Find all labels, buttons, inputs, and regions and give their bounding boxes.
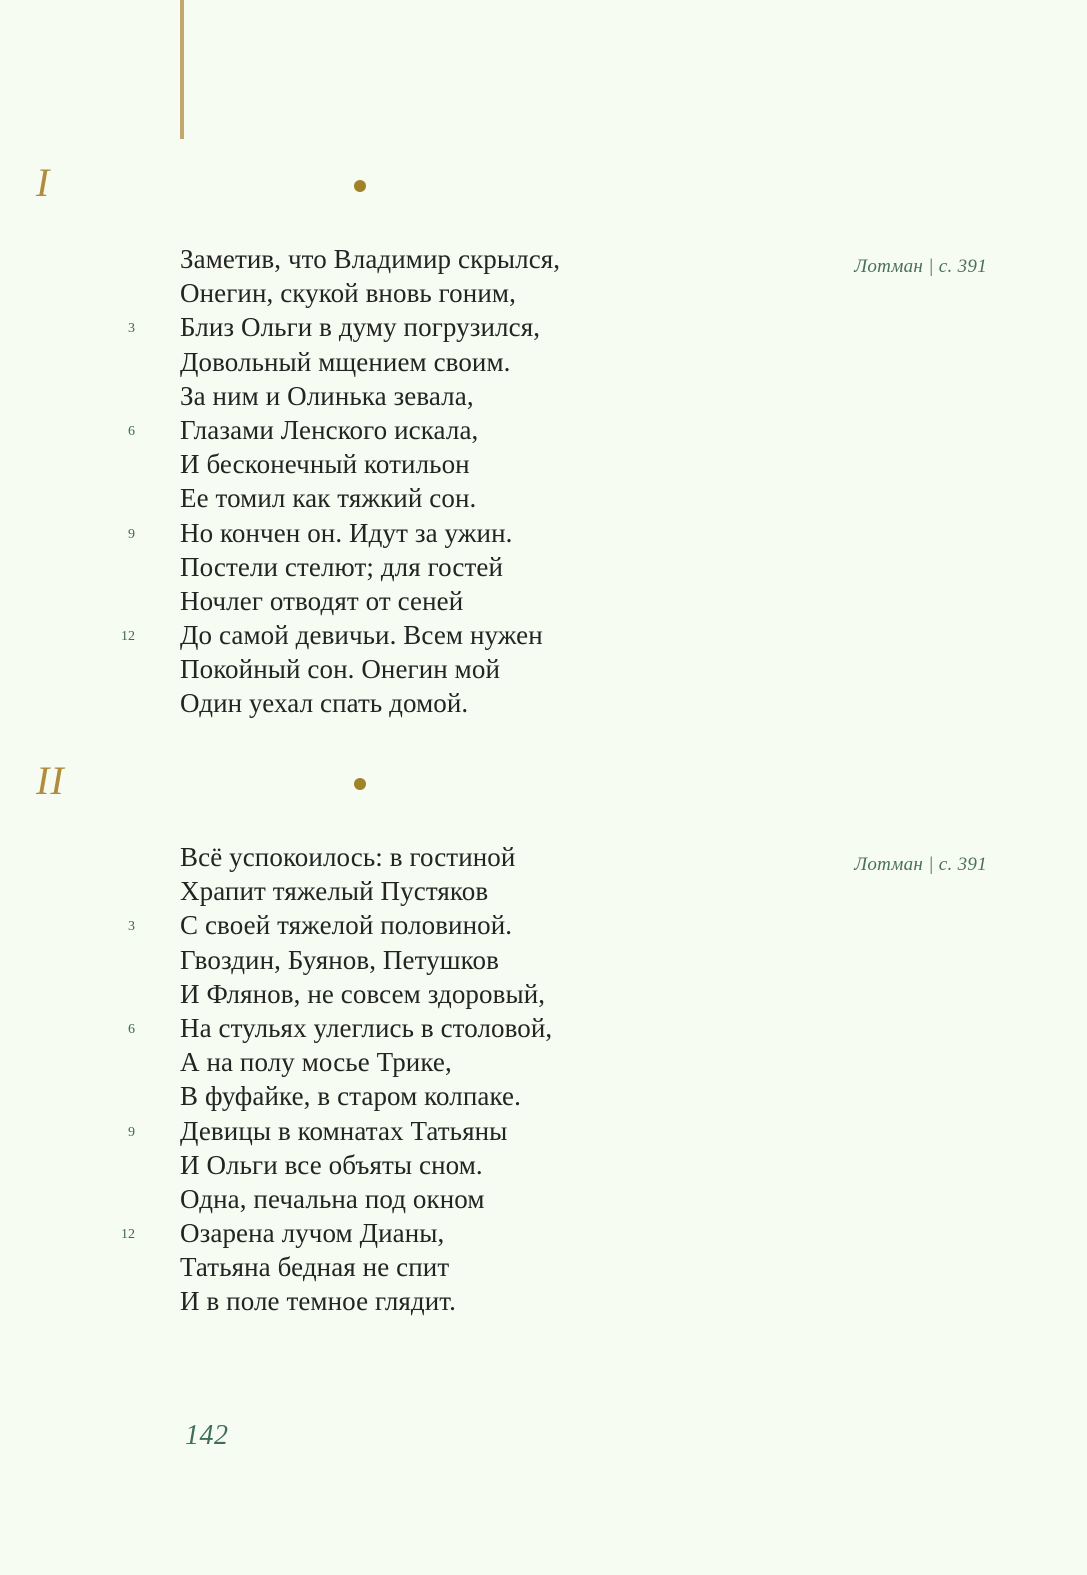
verse-line-text: Ночлег отводят от сеней (180, 585, 464, 616)
verse-line (0, 1045, 1087, 1079)
verse-line-text: На стульях улеглись в столовой, (180, 1012, 553, 1043)
verse-line-text: Глазами Ленского искала, (180, 414, 479, 445)
top-margin-rule (180, 0, 184, 139)
verse-line (0, 977, 1087, 1011)
verse-line (0, 652, 1087, 686)
verse-line (0, 686, 1087, 720)
verse-line-text: В фуфайке, в старом колпаке. (180, 1081, 521, 1112)
verse-line (0, 908, 1087, 942)
verse-line-text: С своей тяжелой половиной. (180, 910, 513, 941)
verse-line-text: И в поле темное глядит. (180, 1286, 457, 1317)
verse-line-text: Татьяна бедная не спит (180, 1252, 450, 1283)
stanza-1-numeral: I (36, 160, 51, 205)
verse-line (0, 516, 1087, 550)
verse-line-text: Один уехал спать домой. (180, 688, 469, 719)
verse-line (0, 481, 1087, 515)
verse-line-number: 6 (128, 423, 135, 439)
verse-line (0, 447, 1087, 481)
verse-line-number: 3 (128, 919, 135, 935)
verse-line-text: Гвоздин, Буянов, Петушков (180, 944, 499, 975)
verse-line-text: Постели стелют; для гостей (180, 551, 503, 582)
verse-line-number: 9 (128, 1124, 135, 1140)
verse-line-text: Близ Ольги в думу погрузился, (180, 312, 541, 343)
verse-line-text: А на полу мосье Трике, (180, 1047, 452, 1078)
page-number: 142 (185, 1420, 229, 1451)
verse-line (0, 550, 1087, 584)
stanza-2 (0, 758, 1087, 1317)
verse-line-text: Храпит тяжелый Пустяков (180, 876, 489, 907)
stanza-2-verse (0, 840, 1087, 1319)
verse-line (0, 1148, 1087, 1182)
gold-dot-ornament (354, 180, 366, 192)
verse-line-number: 12 (121, 629, 135, 645)
verse-line (0, 1284, 1087, 1318)
verse-line (0, 345, 1087, 379)
verse-line-text: До самой девичьи. Всем нужен (180, 620, 543, 651)
verse-line (0, 1079, 1087, 1113)
verse-line-text: Покойный сон. Онегин мой (180, 654, 501, 685)
verse-line-text: И бесконечный котильон (180, 449, 470, 480)
verse-line-text: Довольный мщением своим. (180, 346, 511, 377)
verse-line-text: Онегин, скукой вновь гоним, (180, 278, 516, 309)
verse-line-number: 6 (128, 1021, 135, 1037)
verse-line (0, 874, 1087, 908)
gold-dot-ornament (354, 778, 366, 790)
verse-line-text: Ее томил как тяжкий сон. (180, 483, 477, 514)
stanza-2-margin-note: Лотман | с. 391 (854, 854, 987, 875)
verse-line-number: 12 (121, 1227, 135, 1243)
verse-line (0, 379, 1087, 413)
verse-line-text: Озарена лучом Дианы, (180, 1218, 445, 1249)
verse-line (0, 1216, 1087, 1250)
verse-line-text: И Флянов, не совсем здоровый, (180, 978, 546, 1009)
verse-line (0, 840, 1087, 874)
verse-line-text: За ним и Олинька зевала, (180, 380, 474, 411)
verse-line (0, 413, 1087, 447)
verse-line-text: Заметив, что Владимир скрылся, (180, 244, 561, 274)
verse-line-text: Но кончен он. Идут за ужин. (180, 517, 513, 548)
verse-line (0, 584, 1087, 618)
verse-line (0, 242, 1087, 276)
verse-line (0, 618, 1087, 652)
verse-line-number: 3 (128, 321, 135, 337)
verse-line (0, 1250, 1087, 1284)
verse-line-text: Одна, печальна под окном (180, 1183, 485, 1214)
stanza-2-numeral: II (36, 758, 65, 803)
verse-line (0, 943, 1087, 977)
verse-line (0, 1182, 1087, 1216)
stanza-1-margin-note: Лотман | с. 391 (854, 256, 987, 277)
stanza-1 (0, 160, 1087, 719)
verse-line-number: 9 (128, 526, 135, 542)
verse-line-text: Всё успокоилось: в гостиной (180, 842, 516, 872)
stanza-1-verse (0, 242, 1087, 721)
verse-line (0, 1114, 1087, 1148)
verse-line (0, 310, 1087, 344)
verse-line-text: Девицы в комнатах Татьяны (180, 1115, 508, 1146)
verse-line (0, 276, 1087, 310)
verse-line-text: И Ольги все объяты сном. (180, 1149, 483, 1180)
verse-line (0, 1011, 1087, 1045)
